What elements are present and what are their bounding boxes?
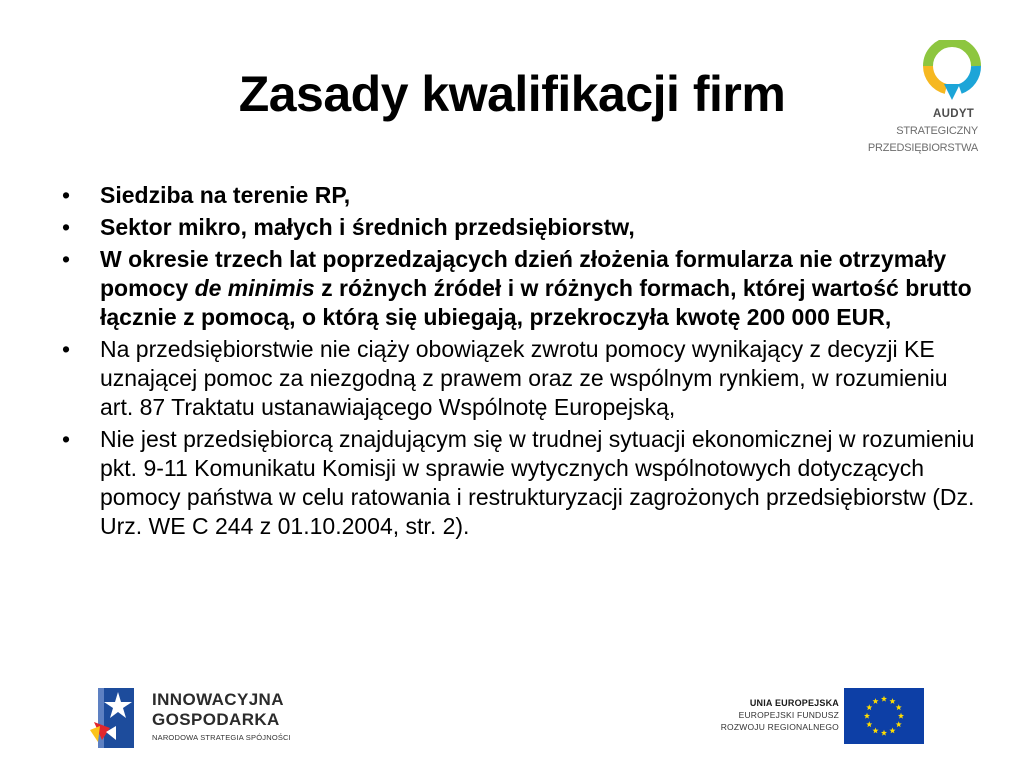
slide-title: Zasady kwalifikacji firm	[238, 66, 786, 122]
audyt-line-2: STRATEGICZNY	[896, 125, 978, 137]
list-item	[60, 425, 980, 541]
bullet-icon: •	[62, 426, 71, 452]
list-item-text-end: z różnych źródeł i w różnych formach, której wartość brutto łącznie z pomocą, o którą się ubiegają, przekroczyła kwotę 200 000 EUR,	[100, 275, 972, 330]
bullet-icon: •	[62, 336, 71, 362]
innowacyjna-gospodarka-logo	[90, 682, 330, 752]
list-item	[60, 213, 980, 242]
eu-logo	[700, 686, 925, 746]
list-item-text	[100, 246, 972, 330]
bullet-list	[60, 181, 980, 544]
audyt-logo	[855, 36, 990, 161]
list-item-text: Siedziba na terenie RP,	[100, 182, 351, 208]
eu-line-2: EUROPEJSKI FUNDUSZ	[738, 710, 839, 720]
ig-line-1: INNOWACYJNA	[152, 690, 284, 709]
list-item	[60, 181, 980, 210]
audyt-line-1: AUDYT	[933, 108, 975, 120]
de-minimis-term: de minimis	[194, 275, 315, 301]
ig-line-3: NARODOWA STRATEGIA SPÓJNOŚCI	[152, 733, 291, 742]
list-item-text: Sektor mikro, małych i średnich przedsiębiorstw,	[100, 214, 635, 240]
list-item-text: Na przedsiębiorstwie nie ciąży obowiązek zwrotu pomocy wynikający z decyzji KE uznającej pomoc za niezgodną z prawem oraz ze wspólnym rynkiem, w rozumieniu art. 87 Traktatu ustanawiającego Wspólnotę Europejską,	[100, 336, 948, 420]
list-item	[60, 245, 980, 332]
eu-line-3: ROZWOJU REGIONALNEGO	[720, 722, 839, 732]
bullet-icon: •	[62, 182, 71, 208]
audyt-ring-icon	[922, 40, 982, 102]
eu-line-1: UNIA EUROPEJSKA	[749, 698, 839, 708]
bullet-icon: •	[62, 214, 71, 240]
bullet-icon: •	[62, 246, 71, 272]
list-item-text-start: W okresie trzech lat poprzedzających dzień złożenia formularza nie otrzymały pomocy	[100, 246, 947, 301]
audyt-line-3: PRZEDSIĘBIORSTWA	[867, 142, 978, 154]
list-item-text: Nie jest przedsiębiorcą znajdującym się w trudnej sytuacji ekonomicznej w rozumieniu pkt. 9-11 Komunikatu Komisji w sprawie wytycznych wspólnotowych dotyczących pomocy państwa w celu ratowania i restrukturyzacji zagrożonych przedsiębiorstw (Dz. Urz. WE C 244 z 01.10.2004, str. 2).	[100, 426, 975, 539]
ig-emblem-icon	[90, 682, 140, 752]
list-item	[60, 335, 980, 422]
eu-flag-icon	[844, 688, 924, 744]
ig-line-2: GOSPODARKA	[152, 710, 280, 729]
